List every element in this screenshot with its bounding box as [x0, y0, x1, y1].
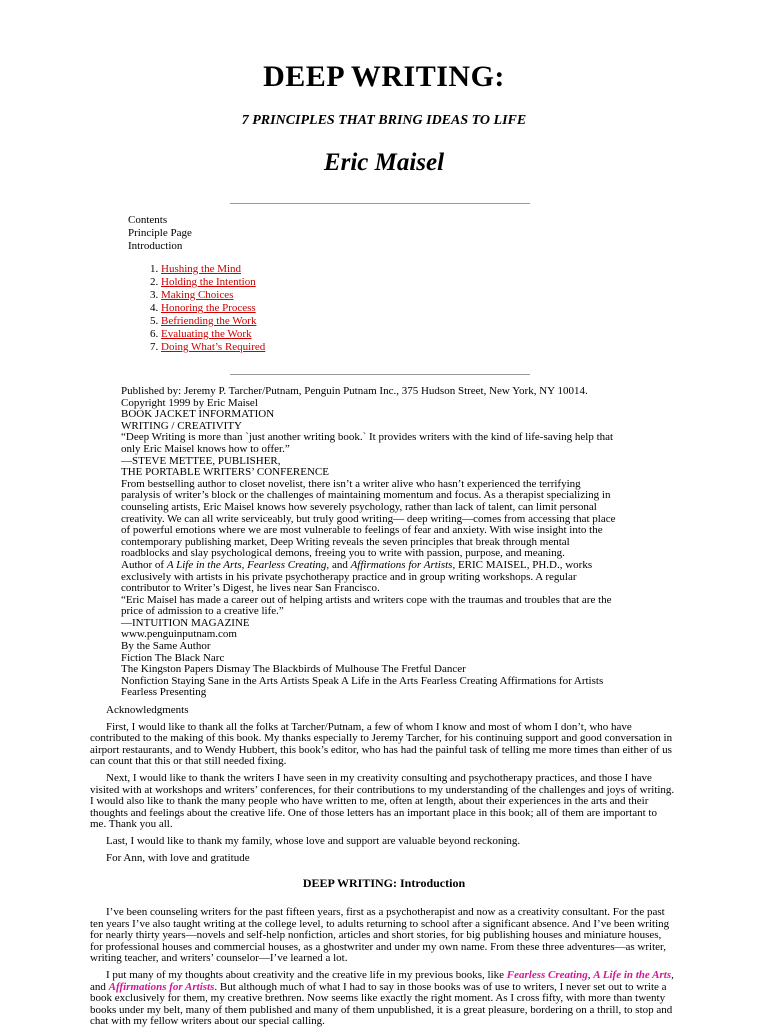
pub-line: of powerful emotions where we are most vulnerable to feelings of fear and anxiety. With wise insight into the [121, 524, 603, 537]
book-link[interactable]: Fearless Creating [506, 968, 588, 981]
book-link[interactable]: A Life in the Arts [593, 968, 672, 981]
contents-line: Introduction [128, 240, 183, 252]
pub-line: roadblocks and slay psychological demons, freeing you to write with passion, purpose, and meaning. [121, 547, 565, 560]
toc-link-honoring-the-process[interactable]: Honoring the Process [161, 302, 256, 314]
paragraph: Next, I would like to thank the writers I have seen in my creativity consulting and psychotherapy practices, and those I have visited with at workshops and writers’ conferences, for their contributions to my understanding of the challenges and joys of writing. I would also like to thank the many people who have written to me, often at length, about their experiences in the arts and their thoughts and feelings about the creative life. One of those letters has an important place in this book; all of them are important to me. Thank you all. [90, 771, 675, 831]
pub-line: By the Same Author [121, 640, 211, 653]
divider-top [230, 203, 530, 204]
book-subtitle: 7 PRINCIPLES THAT BRING IDEAS TO LIFE [241, 113, 527, 128]
toc-item [161, 263, 265, 276]
pub-line: Nonfiction Staying Sane in the Arts Artists Speak A Life in the Arts Fearless Creating Affirmations for Artists [121, 674, 604, 687]
publication-info [121, 386, 641, 699]
pub-line: Published by: Jeremy P. Tarcher/Putnam, Penguin Putnam Inc., 375 Hudson Street, New York, NY 10014. [121, 385, 588, 397]
contents-block [128, 214, 192, 253]
book-ref: Affirmations for Artists [350, 558, 453, 571]
pub-line: counseling artists, Eric Maisel knows how severely psychology, rather than lack of talent, can limit personal [121, 500, 597, 513]
toc-item [161, 276, 265, 289]
pub-line: contemporary publishing market, Deep Writing reveals the seven principles that break through mental [121, 535, 570, 548]
toc-item [161, 289, 265, 302]
pub-line: contributor to Writer’s Digest, he lives near San Francisco. [121, 582, 380, 595]
pub-line: www.penguinputnam.com [121, 628, 237, 641]
pub-line: WRITING / CREATIVITY [121, 419, 242, 432]
pub-text: , ERIC MAISEL, PH.D., works [452, 558, 593, 571]
toc-item [161, 341, 265, 354]
toc-link-befriending-the-work[interactable]: Befriending the Work [161, 315, 257, 327]
paragraph [90, 970, 675, 1028]
toc-item [161, 302, 265, 315]
toc-item [161, 328, 265, 341]
paragraph-text: I put many of my thoughts about creativity and the creative life in my previous books, like [106, 968, 507, 981]
acknowledgments-label: Acknowledgments [106, 704, 189, 716]
book-author: Eric Maisel [323, 149, 445, 176]
book-link[interactable]: Affirmations for Artists [108, 980, 215, 993]
pub-line: only Eric Maisel knows how to offer.” [121, 442, 290, 455]
pub-line: BOOK JACKET INFORMATION [121, 408, 275, 421]
paragraph-text: , and [90, 968, 674, 993]
pub-line: Fearless Presenting [121, 686, 207, 699]
toc-link-evaluating-the-work[interactable]: Evaluating the Work [161, 328, 252, 340]
pub-line: “Deep Writing is more than `just another writing book.` It provides writers with the kind of life-saving help that [121, 431, 614, 444]
acknowledgments-section [90, 705, 675, 864]
toc-link-holding-the-intention[interactable]: Holding the Intention [161, 276, 256, 288]
contents-line: Principle Page [128, 227, 192, 239]
pub-line: paralysis of writer’s block or the challenges of maintaining momentum and focus. As a therapist specializing in [121, 489, 611, 502]
paragraph-text: . But although much of what I had to say in those books was of use to writers, I never set out to write a book exclusively for them, my creative brethren. Now seems like exactly the right moment. As I cross fifty, with more than twenty books under my belt, many of them published and many of them unpublished, it is a great pleasure, bordering on a thrill, to stop and chat with my fellow writers about our special calling. [90, 980, 673, 1028]
pub-line: “Eric Maisel has made a career out of helping artists and writers cope with the traumas and troubles that are the [121, 593, 612, 606]
divider-bottom [230, 374, 530, 375]
book-title: DEEP WRITING: [263, 60, 505, 93]
contents-line: Contents [128, 214, 168, 226]
toc-link-making-choices[interactable]: Making Choices [161, 289, 234, 301]
paragraph: First, I would like to thank all the folks at Tarcher/Putnam, a few of whom I know and most of whom I don’t, who have contributed to the making of this book. My thanks especially to Jeremy Tarcher, for his continuing support and good conversation in airport restaurants, and to Wendy Hubbert, this book’s editor, who has had the painful task of telling me more times than either of us can count that this or that still needed fixing. [90, 720, 673, 768]
table-of-contents [128, 263, 265, 354]
paragraph: Last, I would like to thank my family, whose love and support are valuable beyond reckoning. [106, 834, 521, 847]
pub-line: —INTUITION MAGAZINE [121, 616, 250, 629]
toc-item [161, 315, 265, 328]
pub-line: THE PORTABLE WRITERS’ CONFERENCE [121, 466, 329, 479]
pub-line: —STEVE METTEE, PUBLISHER, [121, 454, 281, 467]
pub-text: and [329, 558, 351, 571]
section-heading: DEEP WRITING: Introduction [302, 876, 466, 890]
paragraph: I’ve been counseling writers for the past fifteen years, first as a psychotherapist and now as a creativity consultant. For the past ten years I’ve also taught writing at the college level, to adults returning to school after a significant absence. And I’ve been writing for nearly thirty years—novels and self-help nonfiction, articles and short stories, for big publishing houses and miniature houses, for professional houses and commercial houses, as a ghostwriter and under my own name. From these three adventures—as writer, writing teacher, and writers’ counselor—I’ve learned a lot. [90, 906, 670, 965]
book-ref: A Life in the Arts, Fearless Creating, [166, 558, 330, 571]
pub-line: exclusively with artists in his private psychotherapy practice and in group writing workshops. A regular [121, 570, 577, 583]
pub-line: creativity. We can all write serviceably, but truly good writing— deep writing—comes from accessing that place [121, 512, 616, 525]
pub-line: price of admission to a creative life.” [121, 605, 284, 618]
pub-text: Author of [121, 558, 167, 571]
paragraph-text: , [587, 968, 594, 981]
dedication: For Ann, with love and gratitude [106, 851, 250, 864]
toc-link-hushing-the-mind[interactable]: Hushing the Mind [161, 263, 242, 275]
introduction-body [90, 907, 675, 1033]
toc-link-doing-whats-required[interactable]: Doing What’s Required [161, 341, 266, 353]
pub-line: Fiction The Black Narc [121, 651, 225, 664]
pub-line: Copyright 1999 by Eric Maisel [121, 396, 258, 409]
pub-line: From bestselling author to closet novelist, there isn’t a writer alive who hasn’t experienced the terrifying [121, 477, 581, 490]
pub-line: The Kingston Papers Dismay The Blackbirds of Mulhouse The Fretful Dancer [121, 663, 466, 676]
pub-author-line [121, 560, 641, 572]
